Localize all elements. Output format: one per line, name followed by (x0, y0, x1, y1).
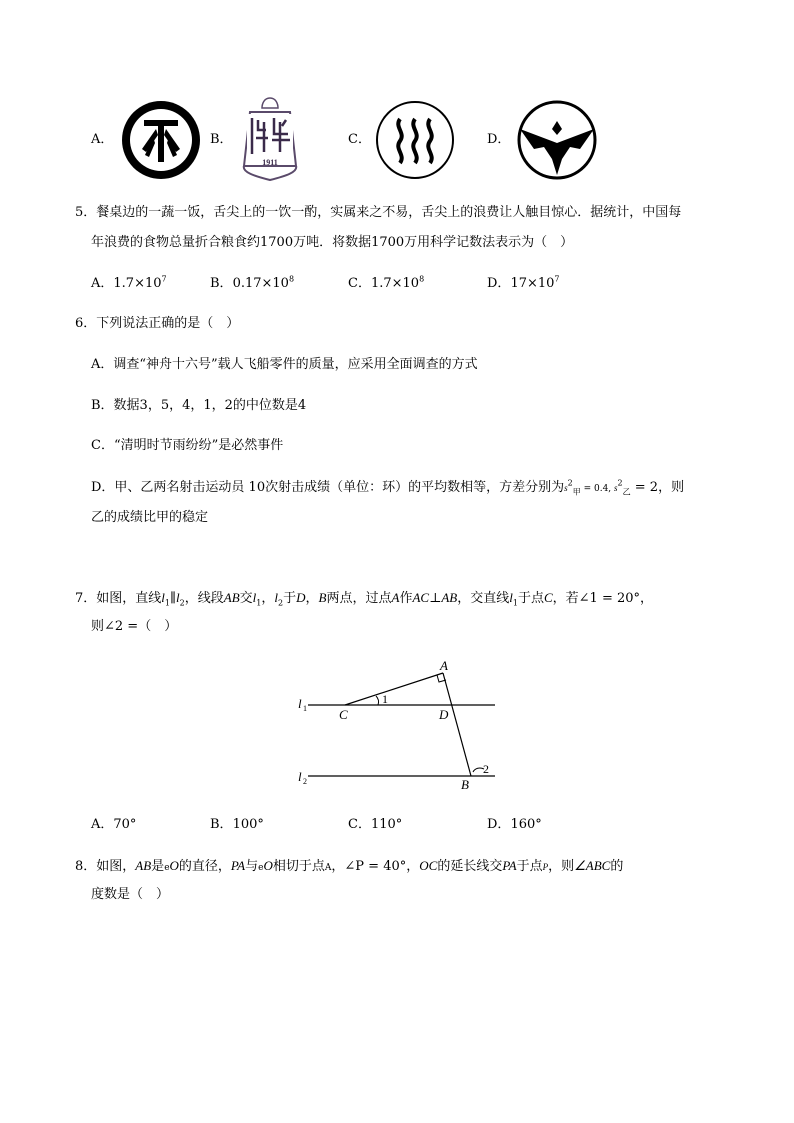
q7-text-3: 交 (239, 591, 253, 606)
q8-text-5: 相切于点 (272, 859, 325, 874)
variance-sub-jia: 甲 (572, 487, 581, 497)
q8-text-1: 8．如图， (75, 859, 136, 874)
wavy-lines-logo-icon (374, 99, 456, 181)
q8-angle-abc: ∠ABC (574, 858, 611, 873)
q5-option-c-base: 1.7×10 (370, 276, 420, 291)
q7-sub2: 2 (179, 598, 185, 608)
label-l2: l (298, 769, 302, 784)
q5-stem-line1: 5．餐桌边的一蔬一饭，舌尖上的一饮一酌，实属来之不易，舌尖上的浪费让人触目惊心．据统计，中国每 (75, 205, 682, 220)
label-a: A (440, 658, 448, 673)
q8-circle-symbol: e (164, 863, 170, 873)
q7-sub2: 2 (278, 598, 284, 608)
variance-value-2: = 2，则 (630, 480, 685, 495)
q4-option-a-label: A． (91, 132, 114, 147)
q7-option-a (91, 816, 136, 834)
q7-option-a-label: A． (91, 817, 114, 832)
q7-text-2: ，线段 (184, 591, 224, 606)
q6-option-b: B．数据3，5，4，1，2的中位数是4 (91, 398, 307, 413)
q7-l: l (161, 590, 165, 605)
thu-logo-year: 1911 (262, 158, 278, 167)
q7-option-d-label: D． (487, 817, 511, 832)
q7-line2-post: （ ） (138, 619, 178, 634)
q7-option-b (210, 816, 264, 834)
q7-text-5: 于 (283, 591, 297, 606)
q7-l: l (252, 590, 257, 605)
q8-text-2: 是 (151, 859, 165, 874)
q8-circle-symbol: e (258, 863, 264, 873)
q8-pa: PA (502, 858, 517, 873)
q5-option-d-base: 17×10 (510, 276, 555, 291)
q8-o: O (263, 858, 273, 873)
q7-l: l (176, 590, 180, 605)
q8-text-8: 的延长线交 (437, 859, 503, 874)
q8-angle-p: ∠P = 40° (344, 859, 407, 874)
q5-option-c-exp: 8 (419, 274, 425, 284)
q7-geometry-figure (290, 655, 510, 795)
q7-text-10: ，若 (552, 591, 579, 606)
q7-line2-pre: 则 (91, 619, 105, 634)
q7-text-7: 作 (399, 591, 413, 606)
q7-perp: ⊥ (429, 591, 442, 606)
q7-angle2: ∠2 = (104, 619, 139, 634)
q8-text-9: 于点 (516, 859, 543, 874)
q8-text-3: 的直径， (178, 859, 231, 874)
q7-sub1: 1 (256, 598, 262, 608)
label-angle-2: 2 (483, 762, 489, 776)
pku-logo-icon (120, 99, 202, 181)
q5-option-c-label: C． (348, 276, 371, 291)
q8-ab: AB (135, 858, 152, 873)
q7-l: l (274, 590, 279, 605)
q8-text-6: ， (331, 859, 345, 874)
q5-option-a-base: 1.7×10 (113, 276, 162, 291)
label-b: B (461, 777, 469, 792)
q7-text-1: 7．如图，直线 (75, 591, 162, 606)
variance-square-2: 2 (617, 478, 623, 488)
label-d: D (439, 707, 449, 722)
q7-parallel: ∥ (170, 591, 177, 606)
q5-option-d (487, 275, 560, 293)
label-angle-1: 1 (382, 692, 388, 706)
q5-option-a-label: A． (91, 276, 114, 291)
q8-stem-line1 (75, 857, 623, 877)
phoenix-logo-icon (516, 99, 598, 181)
q7-c: C (543, 590, 553, 605)
q5-option-b-exp: 8 (288, 274, 295, 284)
q7-option-c-label: C． (348, 817, 371, 832)
q7-l: l (509, 590, 513, 605)
label-l2-sub: 2 (303, 777, 307, 786)
q5-option-d-exp: 7 (554, 274, 560, 284)
q7-text-8: ，交直线 (457, 591, 510, 606)
q8-oc: OC (419, 858, 438, 873)
q7-b: B (318, 590, 327, 605)
q7-option-c-value: 110° (370, 817, 403, 832)
q6-option-d-text: D．甲、乙两名射击运动员 10次射击成绩（单位：环）的平均数相等，方差分别为 (91, 480, 565, 495)
q6-option-d-line2: 乙的成绩比甲的稳定 (91, 510, 209, 525)
q7-option-c (348, 816, 402, 834)
q6-stem: 6．下列说法正确的是（ ） (75, 316, 240, 331)
q7-comma: ， (305, 591, 319, 606)
q7-text-9: 于点 (517, 591, 544, 606)
angle-1-arc (376, 696, 379, 705)
label-l1-sub: 1 (303, 704, 307, 713)
q5-option-a (91, 275, 167, 293)
q7-text-6: 两点，过点 (326, 591, 392, 606)
q8-text-11: 的 (610, 859, 624, 874)
q7-option-d (487, 816, 542, 834)
label-c: C (339, 707, 348, 722)
q7-sub1: 1 (164, 598, 170, 608)
q7-stem-line2 (91, 618, 177, 636)
q7-stem-line1 (75, 589, 653, 608)
q8-stem-line2: 度数是（ ） (91, 887, 170, 902)
q7-angle1: ∠1 = 20° (578, 591, 641, 606)
q7-option-b-value: 100° (232, 817, 264, 832)
q5-option-c (348, 275, 424, 293)
q7-option-a-value: 70° (113, 817, 137, 832)
variance-value-1: = 0.4, (580, 484, 615, 494)
q6-option-c: C．“清明时节雨纷纷”是必然事件 (91, 438, 284, 453)
variance-sub-yi: 乙 (622, 487, 631, 497)
q5-option-b-label: B． (210, 276, 233, 291)
variance-square-1: 2 (567, 478, 573, 488)
label-l1: l (298, 696, 302, 711)
q5-stem-line2: 年浪费的食物总量折合粮食约1700万吨．将数据1700万用科学记数法表示为（ ） (91, 235, 574, 250)
q5-option-a-exp: 7 (161, 274, 167, 284)
q8-o: O (169, 858, 179, 873)
q7-d: D (296, 590, 306, 605)
variance-symbol-2: s (614, 483, 618, 493)
thu-bell-logo-icon (234, 96, 306, 182)
q7-text-11: ， (640, 591, 654, 606)
q5-option-b-base: 0.17×10 (232, 276, 289, 291)
q7-ab: AB (223, 590, 240, 605)
segment-ca (345, 673, 443, 705)
q7-ac: AC (412, 590, 430, 605)
segment-ab (443, 673, 471, 776)
q7-sub1: 1 (512, 598, 518, 608)
q7-ab: AB (441, 590, 458, 605)
q4-option-b-label: B． (210, 132, 233, 147)
q4-option-c-label: C． (348, 132, 371, 147)
q8-text-7: ， (406, 859, 420, 874)
q8-point-a: A (324, 863, 332, 873)
q7-a: A (391, 590, 400, 605)
q7-text-4: ， (261, 591, 275, 606)
q8-text-4: 与 (245, 859, 259, 874)
q8-text-10: ，则 (548, 859, 575, 874)
q5-option-d-label: D． (487, 276, 511, 291)
variance-symbol-1: s (564, 483, 568, 493)
q7-option-d-value: 160° (510, 817, 542, 832)
q6-option-a: A．调查“神舟十六号”载人飞船零件的质量，应采用全面调查的方式 (91, 357, 478, 372)
q8-pa: PA (230, 858, 246, 873)
q8-point-p: P (542, 862, 549, 872)
q6-option-d-line1 (91, 479, 684, 498)
q5-option-b (210, 275, 294, 293)
q7-option-b-label: B． (210, 817, 233, 832)
q4-option-d-label: D． (487, 132, 511, 147)
